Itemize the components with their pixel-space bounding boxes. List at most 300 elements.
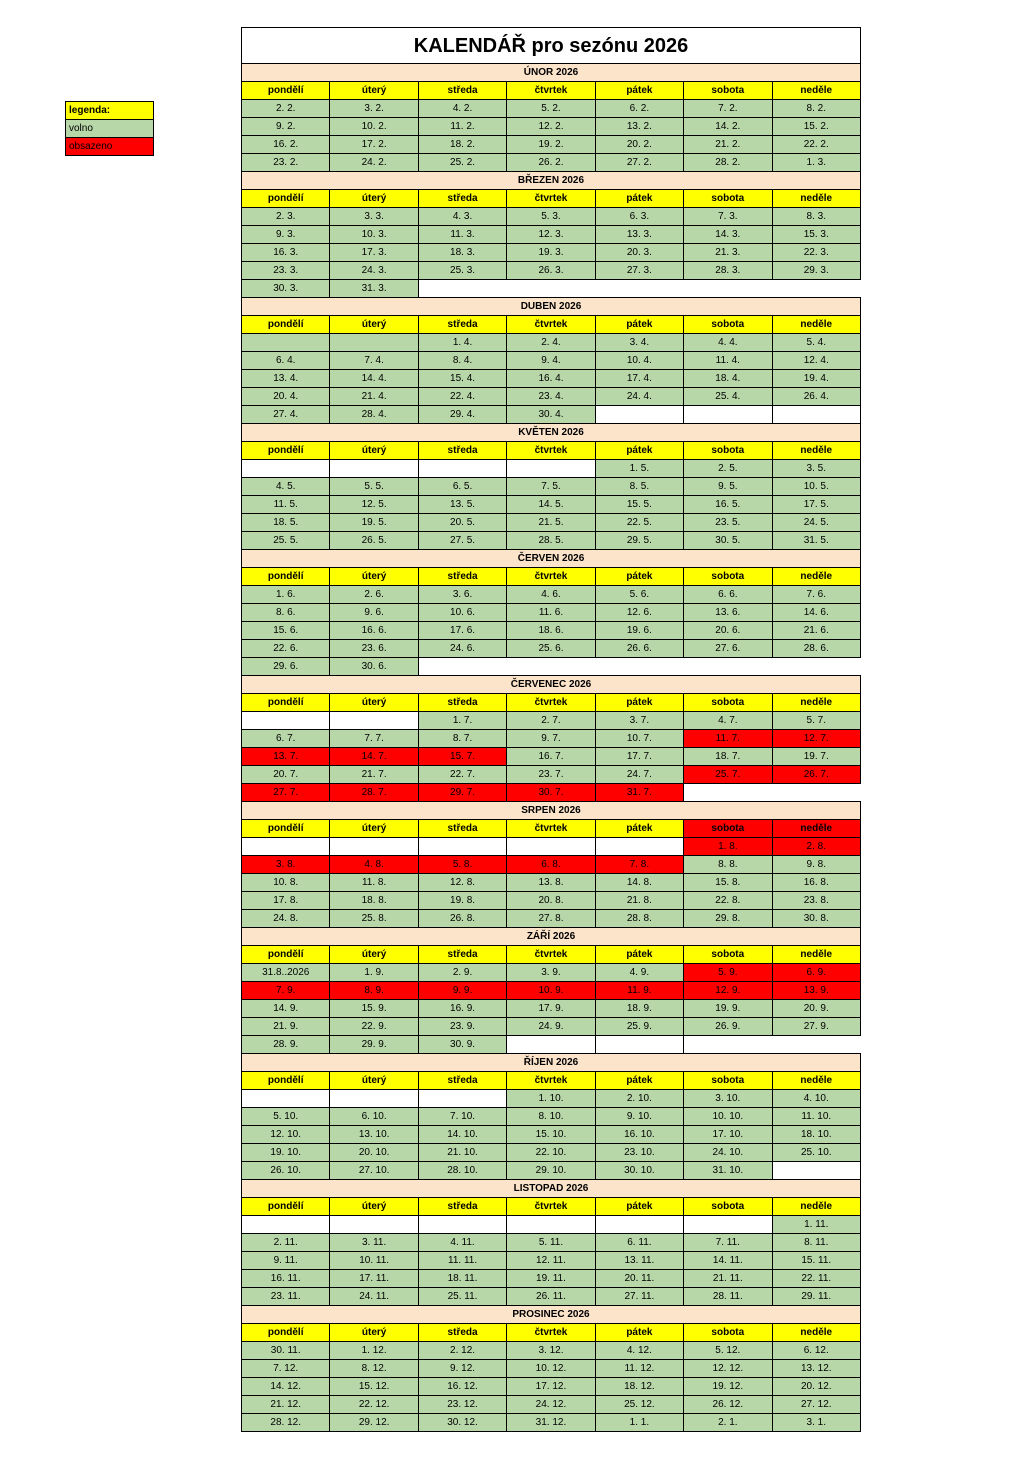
weekday-header: pondělí bbox=[242, 820, 330, 838]
day-cell-free: 3. 7. bbox=[595, 712, 683, 730]
day-cell-free: 8. 7. bbox=[418, 730, 506, 748]
day-cell-empty bbox=[418, 1090, 506, 1108]
weekday-header: pátek bbox=[595, 190, 683, 208]
week-row bbox=[242, 1396, 861, 1414]
day-cell-free: 1. 11. bbox=[772, 1216, 860, 1234]
day-cell-free: 19. 12. bbox=[684, 1378, 772, 1396]
day-cell-free: 8. 4. bbox=[418, 352, 506, 370]
weekday-header: pondělí bbox=[242, 316, 330, 334]
weekday-header: středa bbox=[418, 1072, 506, 1090]
day-cell-free: 14. 6. bbox=[772, 604, 860, 622]
day-cell-free: 1. 12. bbox=[330, 1342, 418, 1360]
day-cell-free: 27. 3. bbox=[595, 262, 683, 280]
day-cell-empty bbox=[242, 460, 330, 478]
day-cell-free: 17. 11. bbox=[330, 1270, 418, 1288]
week-row bbox=[242, 478, 861, 496]
week-row bbox=[242, 856, 861, 874]
month-title: ŘÍJEN 2026 bbox=[242, 1054, 861, 1072]
day-cell-free: 3. 1. bbox=[772, 1414, 860, 1432]
week-row bbox=[242, 1090, 861, 1108]
weekday-header: čtvrtek bbox=[507, 1198, 595, 1216]
weekday-header: čtvrtek bbox=[507, 82, 595, 100]
day-cell-free: 2. 4. bbox=[507, 334, 595, 352]
day-cell-empty bbox=[684, 784, 772, 802]
day-cell-free: 12. 12. bbox=[684, 1360, 772, 1378]
day-cell-free: 11. 8. bbox=[330, 874, 418, 892]
weekday-header: neděle bbox=[772, 1072, 860, 1090]
day-cell-free: 4. 3. bbox=[418, 208, 506, 226]
day-cell-free: 3. 4. bbox=[595, 334, 683, 352]
day-cell-free: 3. 2. bbox=[330, 100, 418, 118]
day-cell-free: 29. 10. bbox=[507, 1162, 595, 1180]
day-cell-free: 2. 9. bbox=[418, 964, 506, 982]
day-cell-free: 17. 7. bbox=[595, 748, 683, 766]
day-cell-free: 11. 5. bbox=[242, 496, 330, 514]
week-row bbox=[242, 910, 861, 928]
day-cell-free: 28. 4. bbox=[330, 406, 418, 424]
day-cell-free: 6. 2. bbox=[595, 100, 683, 118]
day-cell-free: 1. 3. bbox=[772, 154, 860, 172]
day-cell-free: 6. 10. bbox=[330, 1108, 418, 1126]
day-cell-free: 29. 9. bbox=[330, 1036, 418, 1054]
day-cell-free: 20. 6. bbox=[684, 622, 772, 640]
day-cell-free: 30. 11. bbox=[242, 1342, 330, 1360]
week-row bbox=[242, 1342, 861, 1360]
day-cell-free: 2. 10. bbox=[595, 1090, 683, 1108]
day-cell-empty bbox=[418, 1216, 506, 1234]
day-cell-empty bbox=[330, 1090, 418, 1108]
day-cell-free: 21. 9. bbox=[242, 1018, 330, 1036]
weekday-header: úterý bbox=[330, 946, 418, 964]
weekday-header: neděle bbox=[772, 568, 860, 586]
day-cell-free: 27. 9. bbox=[772, 1018, 860, 1036]
day-cell-free: 26. 2. bbox=[507, 154, 595, 172]
day-cell-free: 25. 5. bbox=[242, 532, 330, 550]
week-row bbox=[242, 892, 861, 910]
day-cell-free: 22. 3. bbox=[772, 244, 860, 262]
day-cell-free: 7. 11. bbox=[684, 1234, 772, 1252]
day-cell-free: 20. 5. bbox=[418, 514, 506, 532]
day-cell-free: 9. 2. bbox=[242, 118, 330, 136]
weekday-header: pátek bbox=[595, 442, 683, 460]
day-cell-free: 2. 12. bbox=[418, 1342, 506, 1360]
day-cell-free: 21. 2. bbox=[684, 136, 772, 154]
day-cell-free: 30. 12. bbox=[418, 1414, 506, 1432]
day-cell-busy: 9. 9. bbox=[418, 982, 506, 1000]
weekday-header: pátek bbox=[595, 568, 683, 586]
day-cell-free: 22. 5. bbox=[595, 514, 683, 532]
day-cell-free: 18. 6. bbox=[507, 622, 595, 640]
day-cell-empty bbox=[507, 280, 595, 298]
day-cell-free: 4. 9. bbox=[595, 964, 683, 982]
weekday-header: pátek bbox=[595, 1198, 683, 1216]
week-row bbox=[242, 1162, 861, 1180]
day-cell-free: 20. 11. bbox=[595, 1270, 683, 1288]
day-cell-free: 28. 12. bbox=[242, 1414, 330, 1432]
day-cell-empty bbox=[418, 460, 506, 478]
day-cell-free: 27. 8. bbox=[507, 910, 595, 928]
day-cell-busy: 28. 7. bbox=[330, 784, 418, 802]
weekday-header: pondělí bbox=[242, 946, 330, 964]
day-cell-empty bbox=[684, 1036, 772, 1054]
weekday-header: středa bbox=[418, 82, 506, 100]
weekday-header: sobota bbox=[684, 1324, 772, 1342]
week-row bbox=[242, 766, 861, 784]
day-cell-empty bbox=[507, 460, 595, 478]
weekday-header-row bbox=[242, 820, 861, 838]
day-cell-free: 25. 12. bbox=[595, 1396, 683, 1414]
weekday-header: pátek bbox=[595, 1324, 683, 1342]
day-cell-free: 19. 8. bbox=[418, 892, 506, 910]
day-cell-empty bbox=[418, 280, 506, 298]
week-row bbox=[242, 964, 861, 982]
day-cell-free: 30. 10. bbox=[595, 1162, 683, 1180]
day-cell-free: 17. 3. bbox=[330, 244, 418, 262]
month-header-row bbox=[242, 928, 861, 946]
day-cell-free: 23. 4. bbox=[507, 388, 595, 406]
weekday-header: pondělí bbox=[242, 568, 330, 586]
day-cell-free: 11. 6. bbox=[507, 604, 595, 622]
day-cell-free: 9. 12. bbox=[418, 1360, 506, 1378]
day-cell-free: 28. 11. bbox=[684, 1288, 772, 1306]
day-cell-free: 27. 4. bbox=[242, 406, 330, 424]
day-cell-free: 1. 5. bbox=[595, 460, 683, 478]
weekday-header: středa bbox=[418, 190, 506, 208]
day-cell-free: 5. 10. bbox=[242, 1108, 330, 1126]
day-cell-free: 9. 7. bbox=[507, 730, 595, 748]
day-cell-busy: 11. 7. bbox=[684, 730, 772, 748]
day-cell-free: 9. 3. bbox=[242, 226, 330, 244]
page-title: KALENDÁŘ pro sezónu 2026 bbox=[241, 27, 861, 63]
day-cell-free: 15. 11. bbox=[772, 1252, 860, 1270]
calendar-table bbox=[241, 63, 861, 1432]
day-cell-free: 6. 5. bbox=[418, 478, 506, 496]
week-row bbox=[242, 334, 861, 352]
day-cell-free: 19. 6. bbox=[595, 622, 683, 640]
day-cell-free: 18. 8. bbox=[330, 892, 418, 910]
day-cell-free: 6. 6. bbox=[684, 586, 772, 604]
day-cell-busy: 31. 7. bbox=[595, 784, 683, 802]
day-cell-free: 13. 5. bbox=[418, 496, 506, 514]
day-cell-free: 16. 2. bbox=[242, 136, 330, 154]
week-row bbox=[242, 226, 861, 244]
day-cell-free: 12. 5. bbox=[330, 496, 418, 514]
day-cell-free: 9. 6. bbox=[330, 604, 418, 622]
day-cell-free: 13. 11. bbox=[595, 1252, 683, 1270]
day-cell-free: 27. 11. bbox=[595, 1288, 683, 1306]
day-cell-free: 2. 2. bbox=[242, 100, 330, 118]
day-cell-free: 12. 6. bbox=[595, 604, 683, 622]
day-cell-free: 23. 6. bbox=[330, 640, 418, 658]
day-cell-free: 12. 10. bbox=[242, 1126, 330, 1144]
weekday-header: pondělí bbox=[242, 82, 330, 100]
day-cell-free: 29. 5. bbox=[595, 532, 683, 550]
day-cell-free: 5. 12. bbox=[684, 1342, 772, 1360]
day-cell-free: 20. 9. bbox=[772, 1000, 860, 1018]
week-row bbox=[242, 604, 861, 622]
day-cell-free: 11. 11. bbox=[418, 1252, 506, 1270]
day-cell-free: 26. 10. bbox=[242, 1162, 330, 1180]
day-cell-free: 22. 11. bbox=[772, 1270, 860, 1288]
day-cell-free: 8. 8. bbox=[684, 856, 772, 874]
day-cell-free: 1. 4. bbox=[418, 334, 506, 352]
legend-free: volno bbox=[66, 120, 154, 138]
day-cell-free: 11. 12. bbox=[595, 1360, 683, 1378]
day-cell-free: 8. 2. bbox=[772, 100, 860, 118]
weekday-header: úterý bbox=[330, 820, 418, 838]
weekday-header: středa bbox=[418, 1324, 506, 1342]
day-cell-free: 23. 8. bbox=[772, 892, 860, 910]
day-cell-free: 22. 8. bbox=[684, 892, 772, 910]
day-cell-free: 23. 12. bbox=[418, 1396, 506, 1414]
weekday-header: čtvrtek bbox=[507, 1072, 595, 1090]
week-row bbox=[242, 1000, 861, 1018]
day-cell-free: 10. 8. bbox=[242, 874, 330, 892]
day-cell-free: 15. 10. bbox=[507, 1126, 595, 1144]
day-cell-free: 28. 9. bbox=[242, 1036, 330, 1054]
week-row bbox=[242, 1036, 861, 1054]
day-cell-free: 27. 12. bbox=[772, 1396, 860, 1414]
day-cell-free: 10. 7. bbox=[595, 730, 683, 748]
day-cell-free: 26. 3. bbox=[507, 262, 595, 280]
day-cell-free: 14. 3. bbox=[684, 226, 772, 244]
day-cell-free: 11. 3. bbox=[418, 226, 506, 244]
weekday-header: úterý bbox=[330, 82, 418, 100]
day-cell-free: 25. 9. bbox=[595, 1018, 683, 1036]
weekday-header: úterý bbox=[330, 568, 418, 586]
day-cell-free: 7. 10. bbox=[418, 1108, 506, 1126]
day-cell-free: 28. 3. bbox=[684, 262, 772, 280]
day-cell-free: 22. 7. bbox=[418, 766, 506, 784]
week-row bbox=[242, 208, 861, 226]
week-row bbox=[242, 1270, 861, 1288]
day-cell-free: 10. 3. bbox=[330, 226, 418, 244]
month-header-row bbox=[242, 1306, 861, 1324]
day-cell-free: 31. 5. bbox=[772, 532, 860, 550]
week-row bbox=[242, 1414, 861, 1432]
day-cell-free: 31. 12. bbox=[507, 1414, 595, 1432]
day-cell-free: 24. 2. bbox=[330, 154, 418, 172]
day-cell-free: 16. 10. bbox=[595, 1126, 683, 1144]
day-cell-free: 12. 3. bbox=[507, 226, 595, 244]
week-row bbox=[242, 1234, 861, 1252]
day-cell-free: 3. 11. bbox=[330, 1234, 418, 1252]
weekday-header: pátek bbox=[595, 820, 683, 838]
weekday-header: středa bbox=[418, 694, 506, 712]
day-cell-free: 1. 9. bbox=[330, 964, 418, 982]
day-cell-busy: 7. 8. bbox=[595, 856, 683, 874]
day-cell-free: 4. 7. bbox=[684, 712, 772, 730]
legend bbox=[65, 101, 154, 156]
day-cell-free: 14. 5. bbox=[507, 496, 595, 514]
day-cell-free: 17. 6. bbox=[418, 622, 506, 640]
day-cell-free: 26. 12. bbox=[684, 1396, 772, 1414]
day-cell-free: 25. 8. bbox=[330, 910, 418, 928]
day-cell-free: 24. 6. bbox=[418, 640, 506, 658]
day-cell-busy: 5. 8. bbox=[418, 856, 506, 874]
day-cell-free: 24. 12. bbox=[507, 1396, 595, 1414]
week-row bbox=[242, 622, 861, 640]
month-header-row bbox=[242, 676, 861, 694]
day-cell-free: 13. 4. bbox=[242, 370, 330, 388]
day-cell-free: 18. 2. bbox=[418, 136, 506, 154]
day-cell-free: 9. 8. bbox=[772, 856, 860, 874]
day-cell-free: 16. 3. bbox=[242, 244, 330, 262]
day-cell-free: 2. 11. bbox=[242, 1234, 330, 1252]
day-cell-free: 25. 4. bbox=[684, 388, 772, 406]
day-cell-free: 5. 11. bbox=[507, 1234, 595, 1252]
day-cell-free: 29. 8. bbox=[684, 910, 772, 928]
week-row bbox=[242, 658, 861, 676]
weekday-header: pátek bbox=[595, 1072, 683, 1090]
month-header-row bbox=[242, 64, 861, 82]
weekday-header: pondělí bbox=[242, 1072, 330, 1090]
weekday-header: sobota bbox=[684, 1072, 772, 1090]
day-cell-free: 19. 2. bbox=[507, 136, 595, 154]
weekday-header: pondělí bbox=[242, 442, 330, 460]
day-cell-free: 26. 6. bbox=[595, 640, 683, 658]
day-cell-empty bbox=[684, 406, 772, 424]
day-cell-free: 7. 7. bbox=[330, 730, 418, 748]
day-cell-free: 3. 5. bbox=[772, 460, 860, 478]
month-header-row bbox=[242, 802, 861, 820]
day-cell-busy: 1. 8. bbox=[684, 838, 772, 856]
month-header-row bbox=[242, 1180, 861, 1198]
weekday-header: úterý bbox=[330, 1324, 418, 1342]
day-cell-free: 4. 11. bbox=[418, 1234, 506, 1252]
day-cell-busy: 10. 9. bbox=[507, 982, 595, 1000]
day-cell-free: 17. 8. bbox=[242, 892, 330, 910]
week-row bbox=[242, 1288, 861, 1306]
weekday-header: neděle bbox=[772, 694, 860, 712]
day-cell-free: 13. 6. bbox=[684, 604, 772, 622]
day-cell-free: 15. 2. bbox=[772, 118, 860, 136]
month-title: ČERVEN 2026 bbox=[242, 550, 861, 568]
day-cell-free: 20. 4. bbox=[242, 388, 330, 406]
day-cell-free: 28. 8. bbox=[595, 910, 683, 928]
day-cell-free: 23. 11. bbox=[242, 1288, 330, 1306]
day-cell-free: 15. 9. bbox=[330, 1000, 418, 1018]
day-cell-free: 17. 2. bbox=[330, 136, 418, 154]
day-cell-free: 7. 6. bbox=[772, 586, 860, 604]
day-cell-free: 9. 5. bbox=[684, 478, 772, 496]
weekday-header: čtvrtek bbox=[507, 190, 595, 208]
weekday-header: pondělí bbox=[242, 190, 330, 208]
day-cell-free: 7. 2. bbox=[684, 100, 772, 118]
day-cell-free: 5. 6. bbox=[595, 586, 683, 604]
day-cell-busy: 5. 9. bbox=[684, 964, 772, 982]
day-cell-empty bbox=[330, 1216, 418, 1234]
day-cell-free: 19. 3. bbox=[507, 244, 595, 262]
day-cell-free: 21. 11. bbox=[684, 1270, 772, 1288]
week-row bbox=[242, 262, 861, 280]
week-row bbox=[242, 1216, 861, 1234]
week-row bbox=[242, 244, 861, 262]
day-cell-empty bbox=[772, 1036, 860, 1054]
day-cell-free: 28. 2. bbox=[684, 154, 772, 172]
day-cell-free bbox=[330, 334, 418, 352]
day-cell-free: 27. 2. bbox=[595, 154, 683, 172]
day-cell-free: 24. 5. bbox=[772, 514, 860, 532]
weekday-header: čtvrtek bbox=[507, 820, 595, 838]
week-row bbox=[242, 370, 861, 388]
day-cell-free: 20. 10. bbox=[330, 1144, 418, 1162]
day-cell-empty bbox=[595, 406, 683, 424]
day-cell-free: 5. 3. bbox=[507, 208, 595, 226]
day-cell-free: 10. 10. bbox=[684, 1108, 772, 1126]
day-cell-free: 24. 10. bbox=[684, 1144, 772, 1162]
day-cell-free: 25. 6. bbox=[507, 640, 595, 658]
day-cell-free: 9. 4. bbox=[507, 352, 595, 370]
day-cell-busy: 30. 7. bbox=[507, 784, 595, 802]
weekday-header-row bbox=[242, 946, 861, 964]
day-cell-free: 2. 6. bbox=[330, 586, 418, 604]
day-cell-free: 3. 6. bbox=[418, 586, 506, 604]
day-cell-free: 4. 10. bbox=[772, 1090, 860, 1108]
weekday-header: pondělí bbox=[242, 1324, 330, 1342]
day-cell-free: 6. 4. bbox=[242, 352, 330, 370]
week-row bbox=[242, 838, 861, 856]
day-cell-free: 30. 4. bbox=[507, 406, 595, 424]
day-cell-free: 31.8..2026 bbox=[242, 964, 330, 982]
day-cell-empty bbox=[595, 280, 683, 298]
weekday-header: neděle bbox=[772, 82, 860, 100]
day-cell-free: 21. 5. bbox=[507, 514, 595, 532]
day-cell-free: 14. 11. bbox=[684, 1252, 772, 1270]
week-row bbox=[242, 640, 861, 658]
day-cell-free: 10. 4. bbox=[595, 352, 683, 370]
day-cell-free: 13. 3. bbox=[595, 226, 683, 244]
day-cell-free: 1. 10. bbox=[507, 1090, 595, 1108]
calendar-body bbox=[242, 64, 861, 1432]
day-cell-free: 8. 11. bbox=[772, 1234, 860, 1252]
day-cell-free: 22. 6. bbox=[242, 640, 330, 658]
month-title: KVĚTEN 2026 bbox=[242, 424, 861, 442]
weekday-header: úterý bbox=[330, 316, 418, 334]
day-cell-free: 3. 3. bbox=[330, 208, 418, 226]
week-row bbox=[242, 1360, 861, 1378]
day-cell-free: 16. 6. bbox=[330, 622, 418, 640]
weekday-header: sobota bbox=[684, 316, 772, 334]
day-cell-free: 24. 4. bbox=[595, 388, 683, 406]
day-cell-empty bbox=[772, 658, 860, 676]
weekday-header: úterý bbox=[330, 694, 418, 712]
day-cell-free: 29. 6. bbox=[242, 658, 330, 676]
day-cell-empty bbox=[772, 1162, 860, 1180]
month-header-row bbox=[242, 298, 861, 316]
day-cell-empty bbox=[507, 838, 595, 856]
weekday-header: pátek bbox=[595, 82, 683, 100]
day-cell-busy: 13. 9. bbox=[772, 982, 860, 1000]
day-cell-free: 23. 9. bbox=[418, 1018, 506, 1036]
day-cell-busy: 6. 8. bbox=[507, 856, 595, 874]
day-cell-free: 28. 5. bbox=[507, 532, 595, 550]
day-cell-free: 18. 3. bbox=[418, 244, 506, 262]
weekday-header-row bbox=[242, 1072, 861, 1090]
day-cell-free: 21. 4. bbox=[330, 388, 418, 406]
day-cell-free: 13. 2. bbox=[595, 118, 683, 136]
day-cell-free: 6. 12. bbox=[772, 1342, 860, 1360]
day-cell-free: 1. 6. bbox=[242, 586, 330, 604]
day-cell-free: 15. 4. bbox=[418, 370, 506, 388]
month-title: ÚNOR 2026 bbox=[242, 64, 861, 82]
day-cell-free: 12. 11. bbox=[507, 1252, 595, 1270]
day-cell-free: 17. 10. bbox=[684, 1126, 772, 1144]
day-cell-free: 16. 12. bbox=[418, 1378, 506, 1396]
day-cell-free: 17. 9. bbox=[507, 1000, 595, 1018]
week-row bbox=[242, 496, 861, 514]
week-row bbox=[242, 1108, 861, 1126]
